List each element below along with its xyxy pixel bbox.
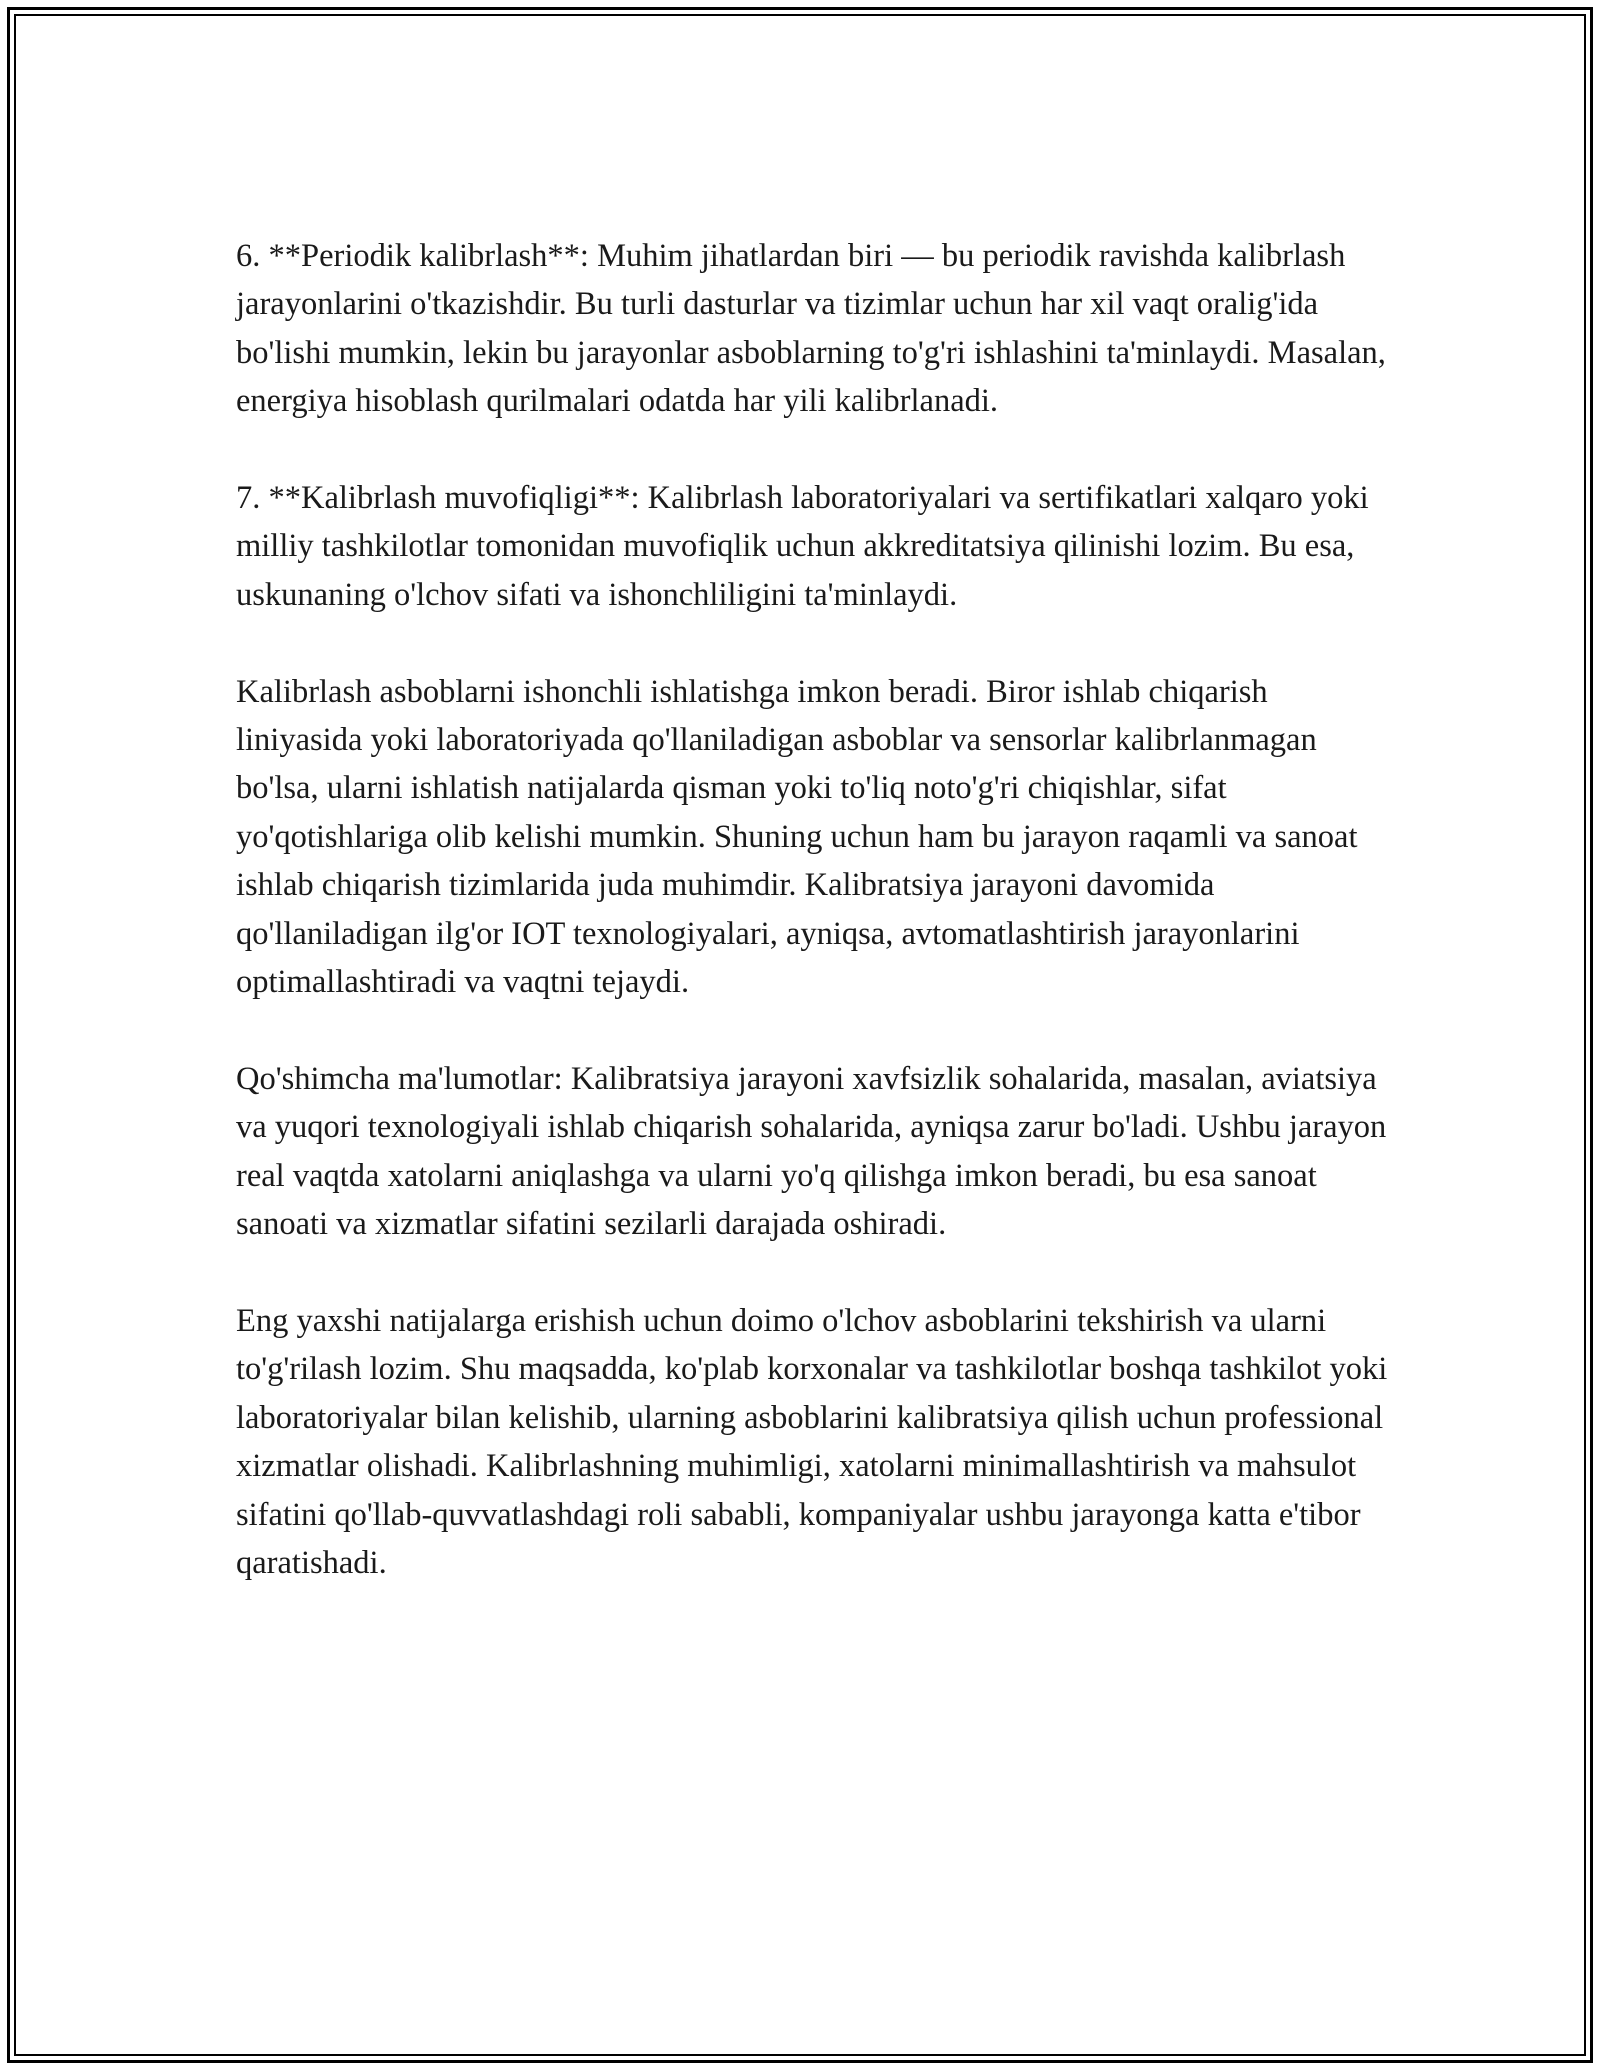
paragraph-additional-info: Qo'shimcha ma'lumotlar: Kalibratsiya jarayoni xavfsizlik sohalarida, masalan, aviatsiya va yuqori texnologiyali ishlab chiqarish sohalarida, ayniqsa zarur bo'ladi. Ushbu jarayon real vaqtda xatolarni aniqlashga va ularni yo'q qilishga imkon beradi, bu esa sanoat sanoati va xizmatlar sifatini sezilarli darajada oshiradi. (236, 1060, 1387, 1243)
paragraph-reliable-use: Kalibrlash asboblarni ishonchli ishlatishga imkon beradi. Biror ishlab chiqarish liniyasida yoki laboratoriyada qo'llaniladigan asboblar va sensorlar kalibrlanmagan bo'lsa, ularni ishlatish natijalarda qisman yoki to'liq noto'g'ri chiqishlar, sifat yo'qotishlariga olib kelishi mumkin. Shuning uchun ham bu jarayon raqamli va sanoat ishlab chiqarish tizimlarida juda muhimdir. Kalibratsiya jarayoni davomida qo'llaniladigan ilg'or IOT texnologiyalari, ayniqsa, avtomatlashtirish jarayonlarini optimallashtiradi va vaqtni tejaydi. (236, 673, 1358, 1001)
paragraph-calibration-compliance: 7. **Kalibrlash muvofiqligi**: Kalibrlash laboratoriyalari va sertifikatlari xalqaro yoki milliy tashkilotlar tomonidan muvofiqlik uchun akkreditatsiya qilinishi lozim. Bu esa, uskunaning o'lchov sifati va ishonchliligini ta'minlaydi. (236, 480, 1369, 613)
document-body (236, 232, 1396, 1587)
paragraph-best-results: Eng yaxshi natijalarga erishish uchun doimo o'lchov asboblarini tekshirish va ularni to'g'rilash lozim. Shu maqsadda, ko'plab korxonalar va tashkilotlar boshqa tashkilot yoki laboratoriyalar bilan kelishib, ularning asboblarini kalibratsiya qilish uchun professional xizmatlar olishadi. Kalibrlashning muhimligi, xatolarni minimallashtirish va mahsulot sifatini qo'llab-quvvatlashdagi roli sababli, kompaniyalar ushbu jarayonga katta e'tibor qaratishadi. (236, 1302, 1388, 1581)
paragraph-periodic-calibration: 6. **Periodik kalibrlash**: Muhim jihatlardan biri — bu periodik ravishda kalibrlash jarayonlarini o'tkazishdir. Bu turli dasturlar va tizimlar uchun har xil vaqt oralig'ida bo'lishi mumkin, lekin bu jarayonlar asboblarning to'g'ri ishlashini ta'minlaydi. Masalan, energiya hisoblash qurilmalari odatda har yili kalibrlanadi. (236, 238, 1386, 420)
